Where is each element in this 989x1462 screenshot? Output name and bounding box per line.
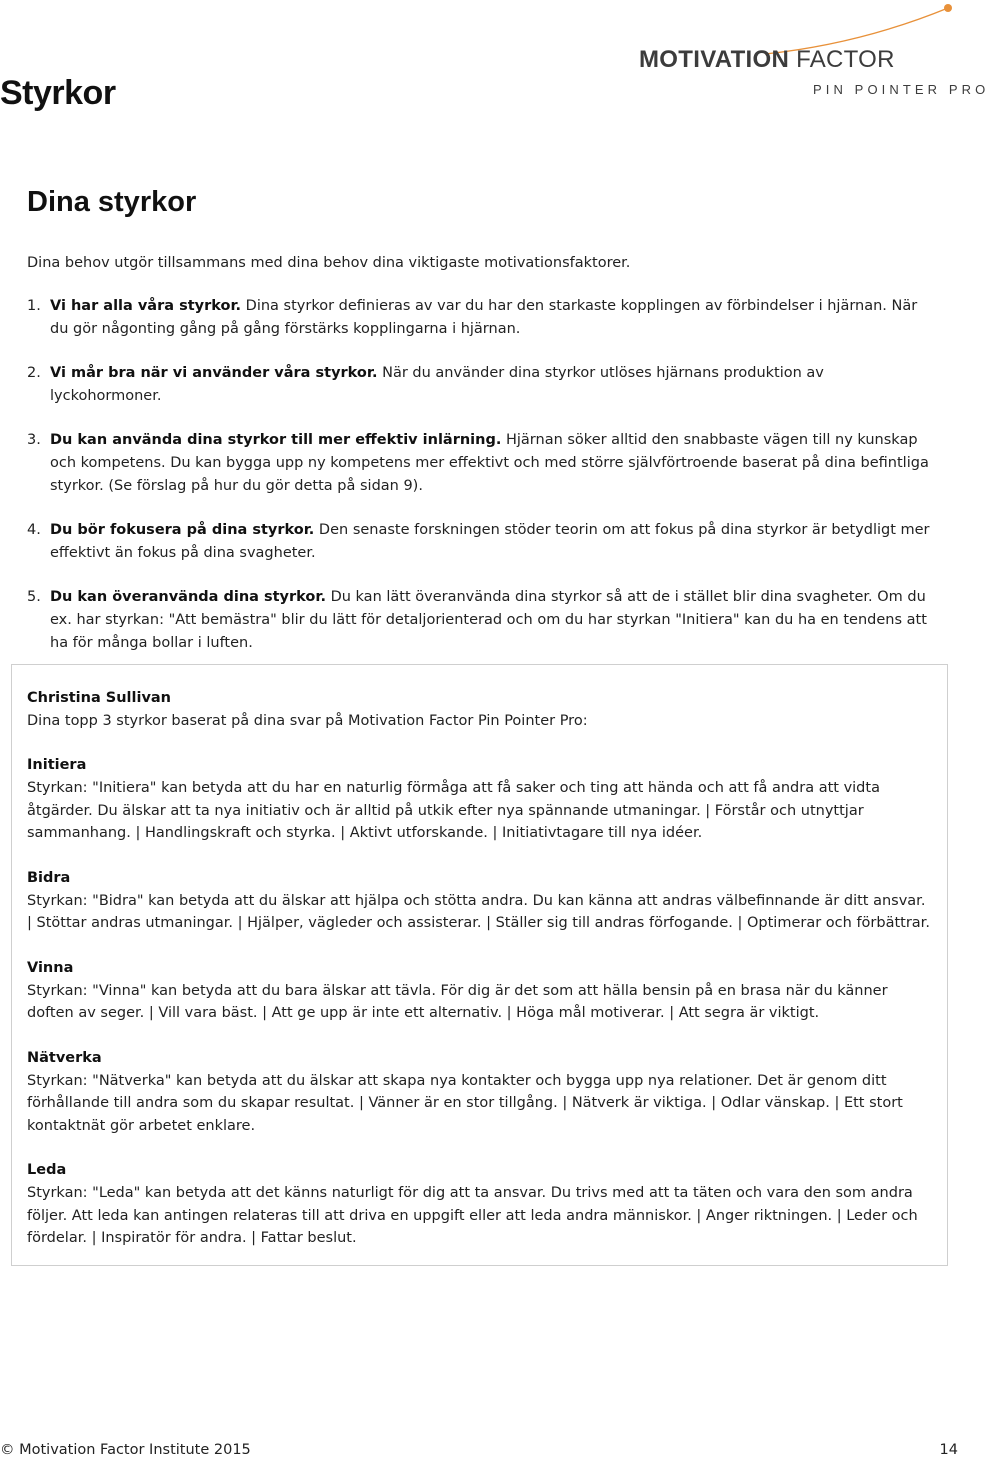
list-number: 5.: [27, 589, 41, 605]
strength-name: Nätverka: [27, 1049, 102, 1066]
strength-text: Styrkan: "Initiera" kan betyda att du har en naturlig förmåga att få saker och ting att hända och att få andra att vidta åtgärder. Du älskar att ta nya initiativ och är alltid på utkik efter nya spännande utmaningar. | Förstår och utnyttjar sammanhang. | Handlingskraft och styrka. | Aktivt utforskande. | Initiativtagare till nya idéer.: [27, 780, 880, 841]
list-number: 2.: [27, 365, 41, 381]
page-title: Styrkor: [0, 74, 116, 112]
person-name: Christina Sullivan: [27, 690, 172, 706]
list-item-text: Dina styrkor definieras av var du har den starkaste kopplingen av förbindelser i hjärnan. När du gör någonting gång på gång förstärks kopplingarna i hjärnan.: [50, 298, 918, 337]
footer-copyright: © Motivation Factor Institute 2015: [0, 1442, 251, 1458]
list-number: 4.: [27, 522, 41, 538]
list-item-bold: Du bör fokusera på dina styrkor.: [50, 522, 315, 538]
list-item: [27, 362, 932, 408]
list-number: 3.: [27, 432, 41, 448]
list-item-text: Den senaste forskningen stöder teorin om att fokus på dina styrkor är betydligt mer effektivt än fokus på dina svagheter.: [50, 522, 930, 561]
intro-text: Dina behov utgör tillsammans med dina behov dina viktigaste motivationsfaktorer.: [27, 255, 631, 271]
logo-title: [639, 46, 895, 74]
strength-name: Bidra: [27, 869, 71, 886]
strength-text: Styrkan: "Bidra" kan betyda att du älskar att hjälpa och stötta andra. Du kan känna att andras välbefinnande är ditt ansvar. | Stöttar andras utmaningar. | Hjälper, vägleder och assisterar. | Ställer sig till andras förfogande. | Optimerar och förbättrar.: [27, 892, 930, 931]
logo-title-bold: MOTIVATION: [639, 46, 790, 73]
list-item: [27, 519, 932, 565]
strength-text: Styrkan: "Vinna" kan betyda att du bara älskar att tävla. För dig är det som att hälla bensin på en brasa när du känner doften av seger. | Vill vara bäst. | Att ge upp är inte ett alternativ. | Höga mål motiverar. | Att segra är viktigt.: [27, 982, 888, 1021]
strength-name: Vinna: [27, 959, 74, 976]
strength-name: Leda: [27, 1162, 67, 1178]
list-item-bold: Vi mår bra när vi använder våra styrkor.: [50, 365, 378, 381]
list-item: [27, 429, 932, 498]
box-content: [27, 687, 932, 1272]
personal-strengths-box: [11, 664, 948, 1266]
section-heading: Dina styrkor: [27, 186, 197, 218]
list-item-bold: Du kan överanvända dina styrkor.: [50, 589, 326, 605]
strength-name: Initiera: [27, 757, 87, 773]
strength-facts-list: [27, 295, 932, 676]
logo-title-light: FACTOR: [796, 46, 895, 73]
list-item-bold: Vi har alla våra styrkor.: [50, 298, 242, 314]
person-intro: Dina topp 3 styrkor baserat på dina svar på Motivation Factor Pin Pointer Pro:: [27, 713, 588, 729]
strength-vinna: [27, 957, 932, 1025]
strength-text: Styrkan: "Nätverka" kan betyda att du älskar att skapa nya kontakter och bygga upp nya relationer. Det är genom ditt förhållande till andra som du skapar resultat. | Vänner är en stor tillgång. | Nätverk är viktiga. | Odlar vänskap. | Ett stort kontaktnät gör arbetet enklare.: [27, 1072, 903, 1134]
brand-logo: [615, 0, 989, 110]
list-item-text: När du använder dina styrkor utlöses hjärnans produktion av lyckohormoner.: [50, 365, 824, 404]
strength-initiera: [27, 754, 932, 845]
list-item-bold: Du kan använda dina styrkor till mer effektiv inlärning.: [50, 432, 502, 448]
list-item: [27, 295, 932, 341]
page-number: 14: [939, 1442, 958, 1458]
list-item-text: Hjärnan söker alltid den snabbaste vägen till ny kunskap och kompetens. Du kan bygga upp ny kompetens mer effektivt och med större självförtroende baserat på dina befintliga styrkor. (Se förslag på hur du gör detta på sidan 9).: [50, 432, 929, 494]
strength-bidra: [27, 867, 932, 935]
strength-natverka: [27, 1047, 932, 1138]
strength-leda: [27, 1159, 932, 1250]
list-number: 1.: [27, 298, 41, 314]
strength-text: Styrkan: "Leda" kan betyda att det känns naturligt för dig att ta ansvar. Du trivs med att ta täten och vara den som andra följer. Att leda kan antingen relateras till att driva en uppgift eller att leda andra människor. | Anger riktningen. | Leder och fördelar. | Inspiratör för andra. | Fattar beslut.: [27, 1185, 918, 1246]
logo-subtitle: PIN POINTER PRO: [813, 82, 989, 97]
list-item: [27, 586, 932, 655]
list-item-text: Du kan lätt överanvända dina styrkor så att de i stället blir dina svagheter. Om du ex. har styrkan: "Att bemästra" blir du lätt för detaljorienterad och om du har styrkan "Initiera" kan du ha en tendens att ha för många bollar i luften.: [50, 589, 927, 651]
